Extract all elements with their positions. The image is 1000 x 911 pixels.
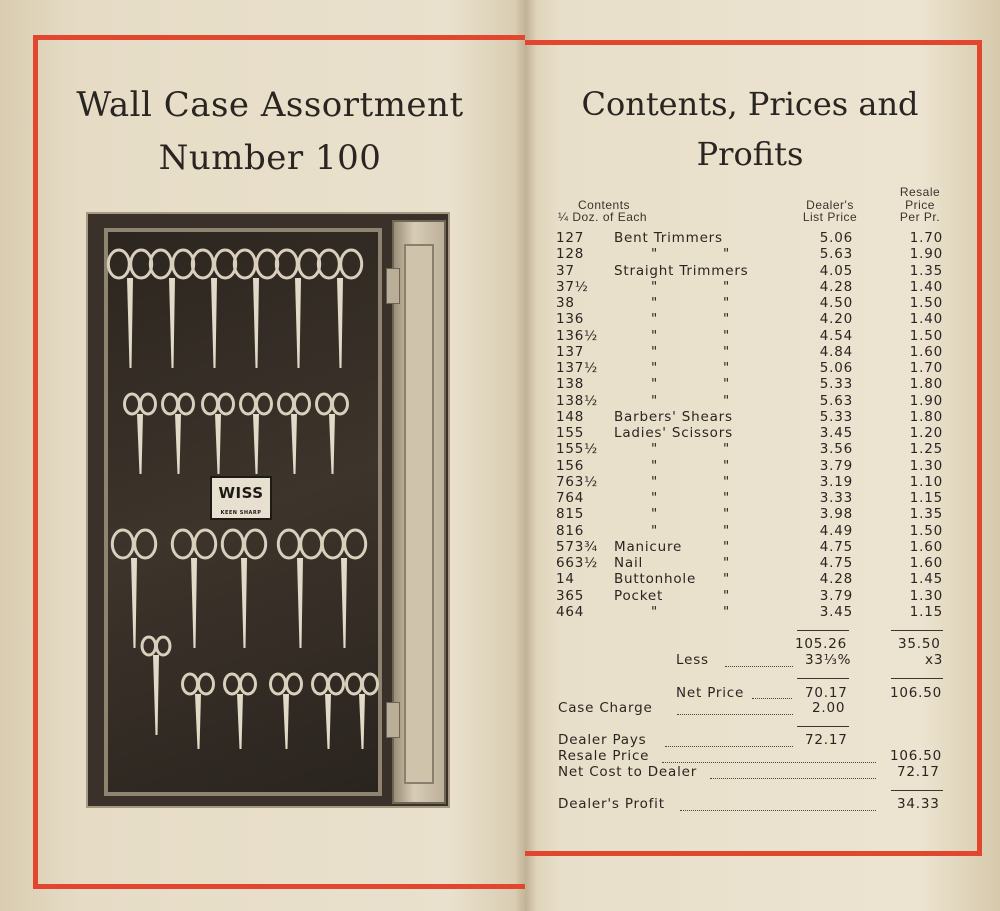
resale-price: 1.20 bbox=[909, 425, 943, 441]
item-number: 763½ bbox=[556, 473, 599, 490]
ditto-mark: " bbox=[723, 376, 731, 393]
ditto-mark: " bbox=[723, 473, 731, 490]
ditto-mark: " bbox=[723, 506, 731, 523]
item-number: 37½ bbox=[556, 278, 589, 295]
item-number: 128 bbox=[556, 246, 585, 263]
table-row bbox=[553, 571, 953, 587]
less-label: Less bbox=[676, 652, 709, 668]
ditto-mark: " bbox=[723, 278, 731, 295]
list-price: 5.33 bbox=[819, 376, 853, 393]
leader-dots bbox=[665, 746, 793, 747]
list-total: 105.26 bbox=[795, 636, 848, 652]
list-price: 4.05 bbox=[819, 262, 853, 279]
ditto-mark: " bbox=[651, 343, 659, 360]
resale-price: 1.90 bbox=[909, 246, 943, 263]
ditto-mark: " bbox=[651, 376, 659, 393]
list-price: 5.06 bbox=[819, 230, 853, 246]
table-row bbox=[553, 279, 953, 295]
scissors-icon bbox=[192, 250, 235, 368]
table-row bbox=[553, 604, 953, 620]
profit-value: 34.33 bbox=[897, 796, 940, 812]
table-row bbox=[553, 230, 953, 246]
ditto-mark: " bbox=[651, 360, 659, 376]
ditto-mark: " bbox=[651, 490, 659, 506]
ditto-mark: " bbox=[723, 555, 731, 571]
table-row bbox=[553, 539, 953, 555]
item-number: 137 bbox=[556, 343, 585, 360]
list-price: 3.79 bbox=[819, 457, 853, 474]
item-number: 138 bbox=[556, 376, 585, 393]
item-number: 155½ bbox=[556, 441, 599, 458]
item-number: 137½ bbox=[556, 360, 599, 376]
item-name: Bent Trimmers bbox=[614, 230, 723, 246]
resale-multiplier: x3 bbox=[925, 652, 944, 668]
ditto-mark: " bbox=[651, 295, 659, 311]
resale-price: 1.60 bbox=[909, 538, 943, 555]
right-title-line2: Profits bbox=[696, 135, 804, 173]
ditto-mark: " bbox=[723, 311, 731, 328]
item-number: 816 bbox=[556, 522, 585, 539]
profit-label: Dealer's Profit bbox=[558, 796, 665, 812]
left-title-line2: Number 100 bbox=[158, 138, 382, 178]
table-row bbox=[553, 458, 953, 474]
ditto-mark: " bbox=[651, 311, 659, 328]
resale-price-label: Resale Price bbox=[558, 748, 650, 764]
scissors-icon bbox=[234, 250, 277, 368]
resale-total-rule bbox=[891, 630, 943, 631]
resale-price: 1.50 bbox=[909, 295, 943, 311]
table-row bbox=[553, 474, 953, 490]
table-row bbox=[553, 425, 953, 441]
resale-price: 1.60 bbox=[909, 555, 943, 571]
table-row bbox=[553, 360, 953, 376]
resale-price: 1.30 bbox=[909, 587, 943, 604]
item-number: 156 bbox=[556, 457, 585, 474]
resale-price: 1.60 bbox=[909, 343, 943, 360]
ditto-mark: " bbox=[723, 457, 731, 474]
scissors-icon bbox=[163, 394, 194, 474]
net-price-label: Net Price bbox=[676, 685, 745, 701]
ditto-mark: " bbox=[723, 490, 731, 506]
item-number: 38 bbox=[556, 295, 575, 311]
table-row bbox=[553, 376, 953, 392]
scissors-icon bbox=[172, 530, 215, 648]
resale-price: 1.70 bbox=[909, 360, 943, 376]
list-price: 4.50 bbox=[819, 295, 853, 311]
ditto-mark: " bbox=[723, 538, 731, 555]
table-row bbox=[553, 409, 953, 425]
table-row bbox=[553, 393, 953, 409]
resale-price: 1.70 bbox=[909, 230, 943, 246]
resale-price: 106.50 bbox=[890, 748, 943, 764]
scissors-icon bbox=[183, 674, 214, 749]
list-price: 3.45 bbox=[819, 425, 853, 441]
item-name: Barbers' Shears bbox=[614, 408, 733, 425]
resale-price: 1.80 bbox=[909, 376, 943, 393]
case-door bbox=[392, 220, 446, 804]
item-number: 136½ bbox=[556, 327, 599, 344]
leader-dots bbox=[677, 714, 793, 715]
item-number: 37 bbox=[556, 262, 575, 279]
table-row bbox=[553, 311, 953, 327]
item-number: 155 bbox=[556, 425, 585, 441]
ditto-mark: " bbox=[723, 327, 731, 344]
item-name: Straight Trimmers bbox=[614, 262, 749, 279]
ditto-mark: " bbox=[723, 246, 731, 263]
ditto-mark: " bbox=[723, 587, 731, 604]
left-title-line1: Wall Case Assortment bbox=[76, 85, 464, 125]
ditto-mark: " bbox=[723, 295, 731, 311]
right-title-line1: Contents, Prices and bbox=[581, 85, 919, 123]
resale-price: 1.45 bbox=[909, 571, 943, 588]
ditto-mark: " bbox=[651, 246, 659, 263]
header-list-line1: Dealer's bbox=[806, 198, 854, 212]
list-price: 5.06 bbox=[819, 360, 853, 376]
resale-price: 1.40 bbox=[909, 278, 943, 295]
list-price: 3.19 bbox=[819, 473, 853, 490]
scissors-icon bbox=[322, 530, 365, 648]
list-price: 4.49 bbox=[819, 522, 853, 539]
table-row bbox=[553, 523, 953, 539]
item-number: 764 bbox=[556, 490, 585, 506]
item-number: 136 bbox=[556, 311, 585, 328]
resale-price: 1.30 bbox=[909, 457, 943, 474]
ditto-mark: " bbox=[723, 571, 731, 588]
resale-total: 35.50 bbox=[898, 636, 941, 652]
item-number: 365 bbox=[556, 587, 585, 604]
item-number: 148 bbox=[556, 408, 585, 425]
leader-dots bbox=[662, 762, 876, 763]
resale-price: 1.35 bbox=[909, 506, 943, 523]
list-price: 3.98 bbox=[819, 506, 853, 523]
ditto-mark: " bbox=[651, 327, 659, 344]
list-price: 4.28 bbox=[819, 571, 853, 588]
resale-price: 1.10 bbox=[909, 473, 943, 490]
list-price: 4.54 bbox=[819, 327, 853, 344]
scissors-icon bbox=[317, 394, 348, 474]
wiss-logo bbox=[210, 476, 272, 520]
item-name: Nail bbox=[614, 555, 644, 571]
list-total-rule bbox=[797, 630, 849, 631]
ditto-mark: " bbox=[651, 603, 659, 620]
ditto-mark: " bbox=[723, 441, 731, 458]
scissors-icon bbox=[313, 674, 344, 749]
net-rule bbox=[797, 678, 849, 679]
list-price: 4.84 bbox=[819, 343, 853, 360]
less-value: 33⅓% bbox=[805, 652, 852, 668]
scissors-icon bbox=[279, 394, 310, 474]
resale-price: 1.15 bbox=[909, 490, 943, 506]
list-price: 4.75 bbox=[819, 538, 853, 555]
ditto-mark: " bbox=[723, 360, 731, 376]
ditto-mark: " bbox=[651, 457, 659, 474]
resale-price: 1.15 bbox=[909, 603, 943, 620]
ditto-mark: " bbox=[651, 506, 659, 523]
table-row bbox=[553, 263, 953, 279]
header-contents-line1: Contents bbox=[578, 198, 631, 212]
list-price: 4.75 bbox=[819, 555, 853, 571]
item-number: 815 bbox=[556, 506, 585, 523]
list-price: 5.33 bbox=[819, 408, 853, 425]
table-row bbox=[553, 344, 953, 360]
scissors-icon bbox=[150, 250, 193, 368]
leader-dots bbox=[725, 666, 793, 667]
list-price: 4.20 bbox=[819, 311, 853, 328]
table-row bbox=[553, 506, 953, 522]
scissors-icon bbox=[271, 674, 302, 749]
item-name: Ladies' Scissors bbox=[614, 425, 733, 441]
item-number: 464 bbox=[556, 603, 585, 620]
list-price: 3.56 bbox=[819, 441, 853, 458]
scissors-icon bbox=[276, 250, 319, 368]
table-row bbox=[553, 490, 953, 506]
dealer-pays-rule bbox=[797, 726, 849, 727]
scissors-icon bbox=[142, 637, 170, 735]
header-resale-line2: Price bbox=[905, 198, 935, 212]
ditto-mark: " bbox=[723, 343, 731, 360]
case-charge-label: Case Charge bbox=[558, 700, 653, 716]
header-list-line2: List Price bbox=[802, 210, 858, 224]
list-price: 3.33 bbox=[819, 490, 853, 506]
resale-price: 1.40 bbox=[909, 311, 943, 328]
resale-price: 1.50 bbox=[909, 327, 943, 344]
ditto-mark: " bbox=[723, 522, 731, 539]
resale-price: 1.80 bbox=[909, 408, 943, 425]
item-number: 138½ bbox=[556, 392, 599, 409]
profit-rule bbox=[891, 790, 943, 791]
item-number: 663½ bbox=[556, 555, 599, 571]
resale-price: 1.90 bbox=[909, 392, 943, 409]
wiss-logo-text: WISS bbox=[218, 484, 264, 502]
list-price: 3.45 bbox=[819, 603, 853, 620]
leader-dots bbox=[752, 698, 792, 699]
net-cost: 72.17 bbox=[897, 764, 940, 780]
scissors-icon bbox=[125, 394, 156, 474]
net-price: 70.17 bbox=[805, 685, 848, 701]
net-resale: 106.50 bbox=[890, 685, 943, 701]
table-row bbox=[553, 295, 953, 311]
scissors-icon bbox=[112, 530, 155, 648]
scissors-icon bbox=[278, 530, 321, 648]
item-name: Pocket bbox=[614, 587, 664, 604]
scissors-icon bbox=[241, 394, 272, 474]
header-resale-line1: Resale bbox=[899, 185, 941, 199]
header-contents-line2: ¼ Doz. of Each bbox=[558, 210, 648, 224]
item-number: 127 bbox=[556, 230, 585, 246]
resale-price: 1.50 bbox=[909, 522, 943, 539]
scissors-icon bbox=[347, 674, 378, 749]
dealer-pays-label: Dealer Pays bbox=[558, 732, 647, 748]
list-price: 4.28 bbox=[819, 278, 853, 295]
ditto-mark: " bbox=[651, 278, 659, 295]
leader-dots bbox=[680, 810, 876, 811]
table-row bbox=[553, 328, 953, 344]
scissors-icon bbox=[318, 250, 361, 368]
list-price: 5.63 bbox=[819, 392, 853, 409]
item-number: 14 bbox=[556, 571, 575, 588]
scissors-icon bbox=[225, 674, 256, 749]
table-row bbox=[553, 588, 953, 604]
scissors-icon bbox=[108, 250, 151, 368]
item-name: Buttonhole bbox=[614, 571, 697, 588]
wiss-logo-tagline: KEEN SHARP bbox=[220, 510, 262, 516]
scissors-icon bbox=[222, 530, 265, 648]
ditto-mark: " bbox=[723, 603, 731, 620]
resale-price: 1.25 bbox=[909, 441, 943, 458]
table-row bbox=[553, 246, 953, 262]
door-panel bbox=[404, 244, 434, 784]
item-number: 573¾ bbox=[556, 538, 599, 555]
resale-price: 1.35 bbox=[909, 262, 943, 279]
item-name: Manicure bbox=[614, 538, 683, 555]
ditto-mark: " bbox=[651, 522, 659, 539]
table-row bbox=[553, 441, 953, 457]
leader-dots bbox=[710, 778, 876, 779]
ditto-mark: " bbox=[651, 473, 659, 490]
ditto-mark: " bbox=[651, 392, 659, 409]
wall-case-photo bbox=[86, 212, 450, 808]
header-resale-line3: Per Pr. bbox=[899, 210, 941, 224]
net-cost-label: Net Cost to Dealer bbox=[558, 764, 698, 780]
ditto-mark: " bbox=[723, 392, 731, 409]
scissors-icon bbox=[203, 394, 234, 474]
dealer-pays: 72.17 bbox=[805, 732, 848, 748]
table-row bbox=[553, 555, 953, 571]
net-resale-rule bbox=[891, 678, 943, 679]
list-price: 5.63 bbox=[819, 246, 853, 263]
case-charge: 2.00 bbox=[812, 700, 846, 716]
ditto-mark: " bbox=[651, 441, 659, 458]
list-price: 3.79 bbox=[819, 587, 853, 604]
